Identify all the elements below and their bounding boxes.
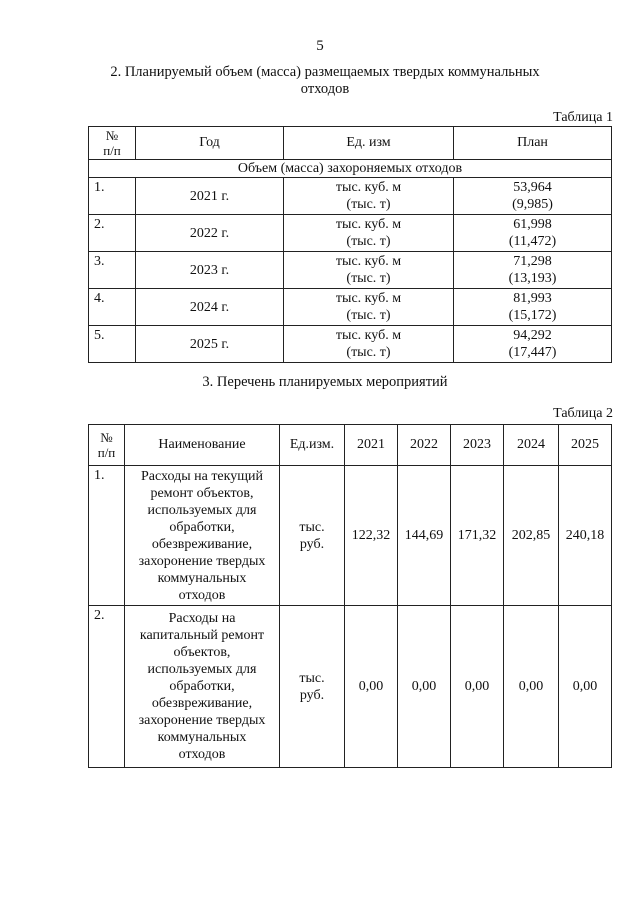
header-unit: Ед.изм. [280, 425, 345, 466]
table-row [89, 178, 612, 215]
table-2-label: Таблица 2 [553, 406, 613, 421]
row-plan [454, 289, 612, 326]
header-num [89, 127, 136, 160]
name-line: коммунальных [157, 570, 247, 586]
row-num: 1. [89, 466, 125, 606]
row-unit [284, 252, 454, 289]
name-line: обезвреживание, [151, 536, 253, 552]
row-unit [284, 289, 454, 326]
span-title: Объем (масса) захороняемых отходов [89, 160, 612, 178]
unit-line2: руб. [299, 536, 325, 552]
row-name [125, 606, 280, 768]
row-plan [454, 326, 612, 363]
name-line: обработки, [169, 679, 235, 694]
header-2022: 2022 [398, 425, 451, 466]
header-num [89, 425, 125, 466]
unit-line2: (тыс. т) [346, 197, 391, 212]
row-num: 2. [89, 606, 125, 768]
plan-line2: (11,472) [508, 234, 557, 249]
row-unit [280, 606, 345, 768]
name-line: захоронение твердых [138, 713, 266, 728]
table-row [89, 466, 612, 606]
row-year: 2023 г. [136, 252, 284, 289]
plan-line1: 61,998 [513, 217, 552, 232]
name-line: капитальный ремонт [139, 628, 265, 643]
header-2025: 2025 [559, 425, 612, 466]
section-2-title-line1: 2. Планируемый объем (масса) размещаемых твердых коммунальных [110, 64, 540, 80]
header-name: Наименование [125, 425, 280, 466]
row-year: 2024 г. [136, 289, 284, 326]
table-1-header-row [89, 127, 612, 160]
row-year: 2021 г. [136, 178, 284, 215]
unit-line2: руб. [299, 687, 325, 703]
value-2025: 0,00 [559, 606, 612, 768]
plan-line2: (17,447) [508, 345, 557, 360]
row-year: 2025 г. [136, 326, 284, 363]
value-2023: 171,32 [451, 466, 504, 606]
header-2021: 2021 [345, 425, 398, 466]
section-3-title: 3. Перечень планируемых мероприятий [202, 374, 448, 390]
header-2024: 2024 [504, 425, 559, 466]
table-row [89, 215, 612, 252]
row-name [125, 466, 280, 606]
plan-line1: 81,993 [513, 291, 552, 306]
unit-line1: тыс. куб. м [335, 180, 402, 195]
unit-line1: тыс. куб. м [335, 291, 402, 306]
row-year: 2022 г. [136, 215, 284, 252]
name-line: объектов, [173, 645, 231, 660]
table-1 [88, 126, 612, 363]
value-2022: 0,00 [398, 606, 451, 768]
table-1-span-row [89, 160, 612, 178]
table-row [89, 252, 612, 289]
unit-line2: (тыс. т) [346, 271, 391, 286]
value-2022: 144,69 [398, 466, 451, 606]
row-num: 1. [89, 178, 136, 215]
value-2023: 0,00 [451, 606, 504, 768]
name-line: обезвреживание, [151, 696, 253, 711]
name-line: коммунальных [157, 730, 247, 745]
name-line: используемых для [147, 662, 257, 677]
unit-line1: тыс. куб. м [335, 254, 402, 269]
table-row [89, 289, 612, 326]
header-num-line1: № [100, 430, 113, 445]
plan-line1: 94,292 [513, 328, 552, 343]
unit-line2: (тыс. т) [346, 308, 391, 323]
name-line: Расходы на текущий [140, 468, 264, 484]
name-line: используемых для [147, 502, 257, 518]
plan-line1: 53,964 [513, 180, 552, 195]
table-row [89, 326, 612, 363]
row-num: 5. [89, 326, 136, 363]
value-2024: 0,00 [504, 606, 559, 768]
page-number: 5 [316, 38, 324, 54]
unit-line1: тыс. [299, 670, 325, 686]
name-line: отходов [178, 587, 226, 603]
row-num: 3. [89, 252, 136, 289]
value-2021: 122,32 [345, 466, 398, 606]
name-line: Расходы на [168, 611, 236, 626]
value-2025: 240,18 [559, 466, 612, 606]
plan-line1: 71,298 [513, 254, 552, 269]
plan-line2: (9,985) [512, 197, 553, 212]
value-2024: 202,85 [504, 466, 559, 606]
row-unit [284, 178, 454, 215]
header-num-line1: № [105, 128, 119, 143]
row-unit [280, 466, 345, 606]
table-row [89, 606, 612, 768]
row-unit [284, 326, 454, 363]
table-2 [88, 424, 612, 768]
name-line: отходов [178, 747, 226, 762]
header-num-line2: п/п [97, 445, 116, 460]
header-unit: Ед. изм [284, 127, 454, 160]
table-1-label: Таблица 1 [553, 110, 613, 125]
unit-line1: тыс. куб. м [335, 217, 402, 232]
row-num: 4. [89, 289, 136, 326]
row-unit [284, 215, 454, 252]
name-line: захоронение твердых [138, 553, 266, 569]
unit-line1: тыс. [299, 519, 325, 535]
table-2-header-row [89, 425, 612, 466]
name-line: обработки, [169, 519, 235, 535]
header-year: Год [136, 127, 284, 160]
name-line: ремонт объектов, [150, 485, 254, 501]
unit-line1: тыс. куб. м [335, 328, 402, 343]
unit-line2: (тыс. т) [346, 234, 391, 249]
row-plan [454, 252, 612, 289]
header-plan: План [454, 127, 612, 160]
row-plan [454, 178, 612, 215]
plan-line2: (13,193) [508, 271, 557, 286]
plan-line2: (15,172) [508, 308, 557, 323]
header-num-line2: п/п [103, 143, 121, 158]
section-2-title-line2: отходов [300, 81, 350, 97]
header-2023: 2023 [451, 425, 504, 466]
row-num: 2. [89, 215, 136, 252]
row-plan [454, 215, 612, 252]
section-2-title [90, 64, 560, 98]
unit-line2: (тыс. т) [346, 345, 391, 360]
value-2021: 0,00 [345, 606, 398, 768]
